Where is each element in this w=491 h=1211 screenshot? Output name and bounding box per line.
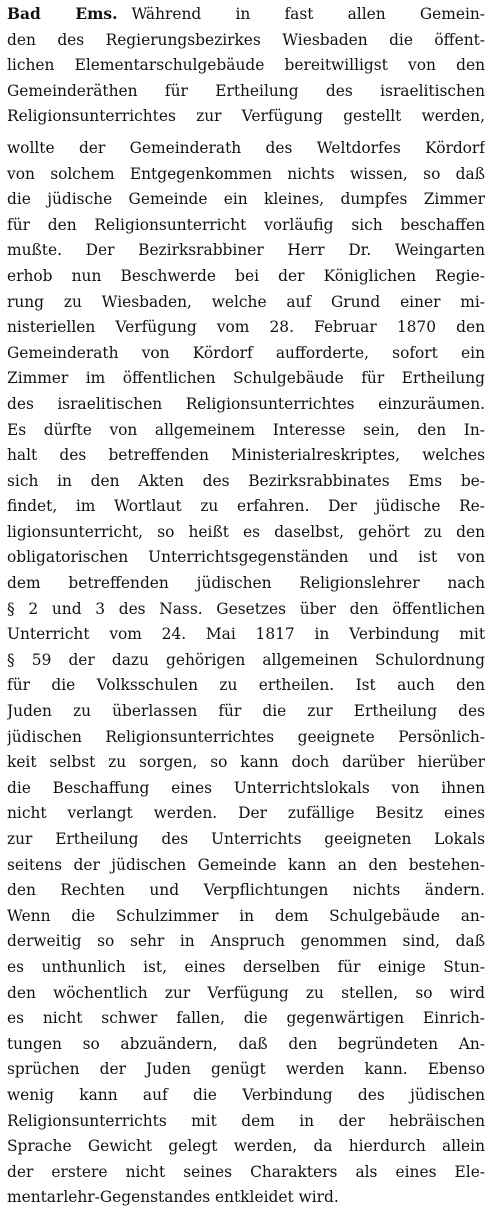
article-line-46: der erstere nicht seines Charakters als eines Ele- xyxy=(7,1162,485,1181)
article-line-22: obligatorischen Unterrichtsgegenständen und ist von xyxy=(7,548,485,567)
article-line-26: § 59 der dazu gehörigen allgemeinen Schulordnung xyxy=(7,650,485,669)
article-line-32: nicht verlangt werden. Der zufällige Besitz eines xyxy=(7,804,485,823)
article-line-43: wenig kann auf die Verbindung des jüdischen xyxy=(7,1085,485,1104)
place-heading: Bad Ems. xyxy=(7,5,118,23)
article-line-11: erhob nun Beschwerde bei der Königlichen Regie- xyxy=(7,266,485,285)
article-line-24: § 2 und 3 des Nass. Gesetzes über den öffentlichen xyxy=(7,599,485,618)
article-line-16: des israelitischen Religionsunterrichtes einzuräumen. xyxy=(7,394,485,413)
article-line-1-text: Während in fast allen Gemein- xyxy=(131,5,485,23)
article-line-31: die Beschaffung eines Unterrichtslokals von ihnen xyxy=(7,778,485,797)
article-line-3: lichen Elementarschulgebäude bereitwilligst von den xyxy=(7,56,485,75)
article-line-35: den Rechten und Verpflichtungen nichts ändern. xyxy=(7,881,485,900)
article-line-4: Gemeinderäthen für Ertheilung des israelitischen xyxy=(7,81,485,100)
article-line-17: Es dürfte von allgemeinem Interesse sein, den In- xyxy=(7,420,485,439)
article-line-30: keit selbst zu sorgen, so kann doch darüber hierüber xyxy=(7,753,485,772)
article-line-14: Gemeinderath von Kördorf aufforderte, sofort ein xyxy=(7,343,485,362)
article-line-28: Juden zu überlassen für die zur Ertheilung des xyxy=(7,702,485,721)
article-line-29: jüdischen Religionsunterrichtes geeignete Persönlich- xyxy=(7,727,485,746)
article-line-37: derweitig so sehr in Anspruch genommen sind, daß xyxy=(7,932,485,951)
article-line-12: rung zu Wiesbaden, welche auf Grund einer mi- xyxy=(7,292,485,311)
article-line-20: findet, im Wortlaut zu erfahren. Der jüdische Re- xyxy=(7,497,485,516)
article-line-13: nisteriellen Verfügung vom 28. Februar 1870 den xyxy=(7,318,485,337)
article-line-34: seitens der jüdischen Gemeinde kann an den bestehen- xyxy=(7,855,485,874)
article-line-15: Zimmer im öffentlichen Schulgebäude für Ertheilung xyxy=(7,369,485,388)
article-line-40: es nicht schwer fallen, die gegenwärtigen Einrich- xyxy=(7,1009,485,1028)
article-line-1 xyxy=(7,2,485,28)
article-line-39: den wöchentlich zur Verfügung zu stellen, so wird xyxy=(7,983,485,1002)
article-line-21: ligionsunterricht, so heißt es daselbst, gehört zu den xyxy=(7,522,485,541)
article-line-25: Unterricht vom 24. Mai 1817 in Verbindung mit xyxy=(7,625,485,644)
article-line-5: Religionsunterrichtes zur Verfügung gestellt werden, xyxy=(7,107,485,126)
article-line-9: für den Religionsunterricht vorläufig sich beschaffen xyxy=(7,215,485,234)
article-line-33: zur Ertheilung des Unterrichts geeigneten Lokals xyxy=(7,830,485,848)
article-line-23: dem betreffenden jüdischen Religionslehrer nach xyxy=(7,574,485,593)
article-line-7: von solchem Entgegenkommen nichts wissen, so daß xyxy=(7,164,485,183)
article-line-45: Sprache Gewicht gelegt werden, da hierdurch allein xyxy=(7,1137,485,1156)
article-line-10: mußte. Der Bezirksrabbiner Herr Dr. Weingarten xyxy=(7,241,485,260)
article-line-2: den des Regierungsbezirkes Wiesbaden die öffent- xyxy=(7,30,485,49)
article-line-38: es unthunlich ist, eines derselben für einige Stun- xyxy=(7,957,485,976)
article-line-36: Wenn die Schulzimmer in dem Schulgebäude an- xyxy=(7,906,485,925)
article-column xyxy=(7,2,485,1211)
article-line-42: sprüchen der Juden genügt werden kann. Ebenso xyxy=(7,1060,485,1079)
article-line-18: halt des betreffenden Ministerialreskriptes, welches xyxy=(7,446,485,465)
article-line-27: für die Volksschulen zu ertheilen. Ist auch den xyxy=(7,676,485,695)
article-line-41: tungen so abzuändern, daß den begründeten An- xyxy=(7,1034,485,1053)
article-line-47: mentarlehr-Gegenstandes entkleidet wird. xyxy=(7,1188,339,1207)
article-line-44: Religionsunterrichts mit dem in der hebräischen xyxy=(7,1111,485,1130)
article-line-6: wollte der Gemeinderath des Weltdorfes Kördorf xyxy=(7,138,485,157)
article-line-19: sich in den Akten des Bezirksrabbinates Ems be- xyxy=(7,471,485,490)
article-line-8: die jüdische Gemeinde ein kleines, dumpfes Zimmer xyxy=(7,190,485,209)
